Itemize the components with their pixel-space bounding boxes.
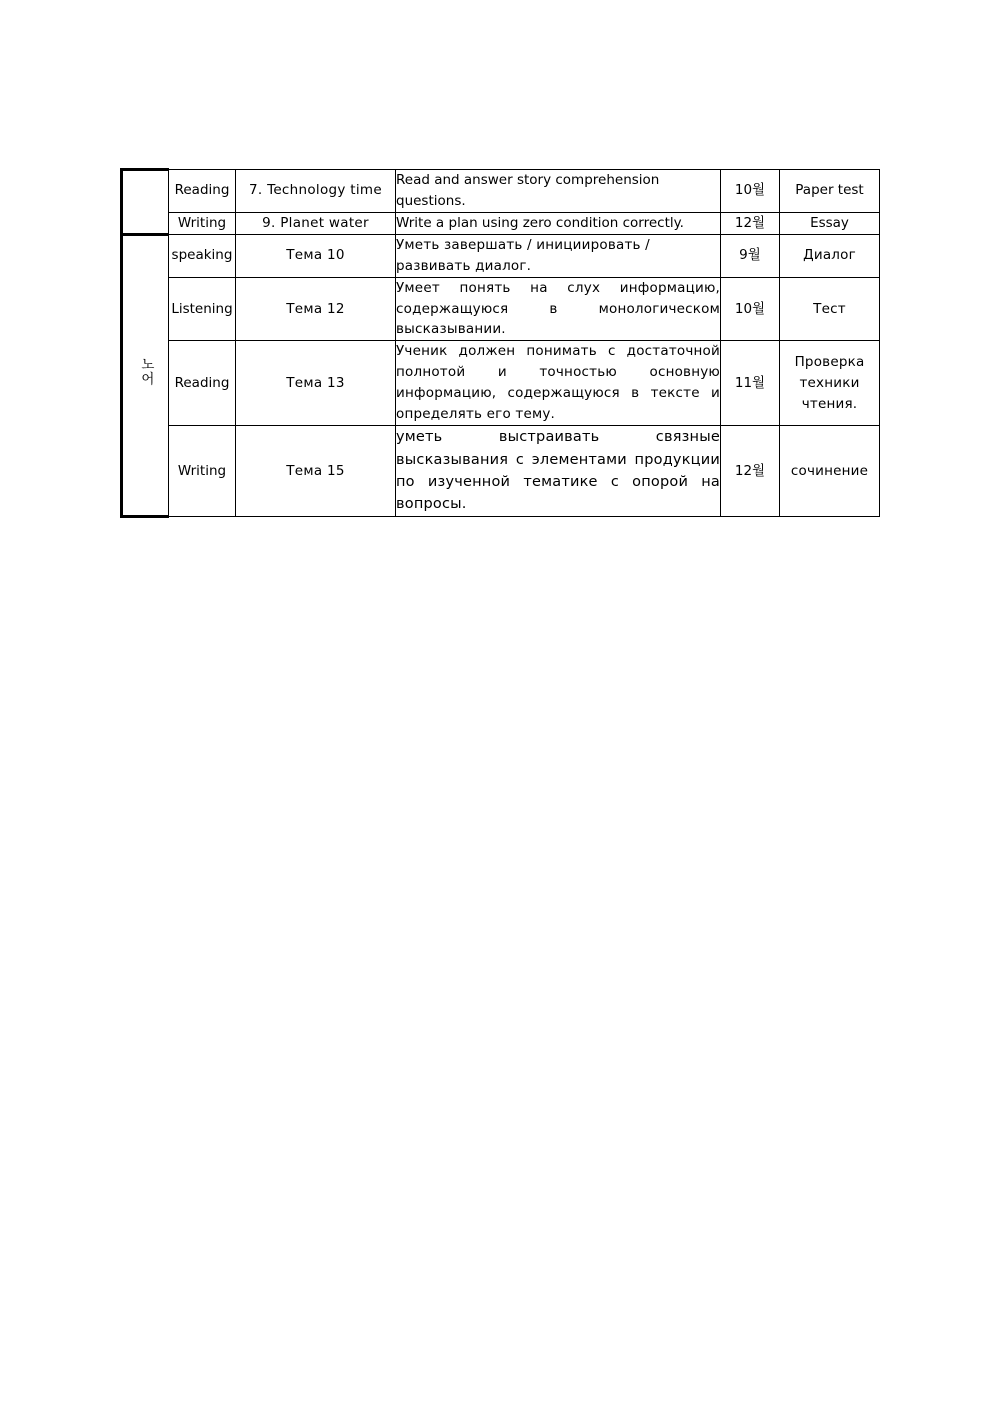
month-cell: 9월 [721,234,780,277]
skill-cell: Reading [169,341,236,426]
description-cell: Умеет понять на слух информацию, содержащуюся в монологическом высказывании. [396,277,721,341]
table-row [122,170,880,213]
skill-cell: Listening [169,277,236,341]
assessment-cell: сочинение [780,426,880,517]
table-row [122,277,880,341]
table-row [122,341,880,426]
assessment-cell: Paper test [780,170,880,213]
language-label-text: 노어 [137,357,154,387]
description-cell: Ученик должен понимать с достаточной полнотой и точностью основную информацию, содержащуюся в тексте и определять его тему. [396,341,721,426]
skill-cell: Writing [169,426,236,517]
skill-cell: Reading [169,170,236,213]
month-cell: 12월 [721,426,780,517]
curriculum-table [120,168,880,518]
month-cell: 10월 [721,170,780,213]
month-cell: 12월 [721,212,780,234]
topic-cell: 7. Technology time [236,170,396,213]
description-cell: Write a plan using zero condition correctly. [396,212,721,234]
language-group-label-2 [122,234,169,516]
month-cell: 11월 [721,341,780,426]
skill-cell: Writing [169,212,236,234]
assessment-cell: Essay [780,212,880,234]
topic-cell: Тема 15 [236,426,396,517]
skill-cell: speaking [169,234,236,277]
table-row [122,234,880,277]
description-cell: уметь выстраивать связные высказывания с элементами продукции по изученной тематике с опорой на вопросы. [396,426,721,517]
table-row [122,426,880,517]
topic-cell: Тема 10 [236,234,396,277]
assessment-cell: Тест [780,277,880,341]
description-cell: Read and answer story comprehension questions. [396,170,721,213]
topic-cell: Тема 13 [236,341,396,426]
table-row [122,212,880,234]
assessment-cell: Диалог [780,234,880,277]
topic-cell: 9. Planet water [236,212,396,234]
language-group-label-1 [122,170,169,235]
curriculum-table-wrapper [120,168,878,518]
assessment-cell: Проверка техники чтения. [780,341,880,426]
month-cell: 10월 [721,277,780,341]
description-cell: Уметь завершать / инициировать / развивать диалог. [396,234,721,277]
topic-cell: Тема 12 [236,277,396,341]
